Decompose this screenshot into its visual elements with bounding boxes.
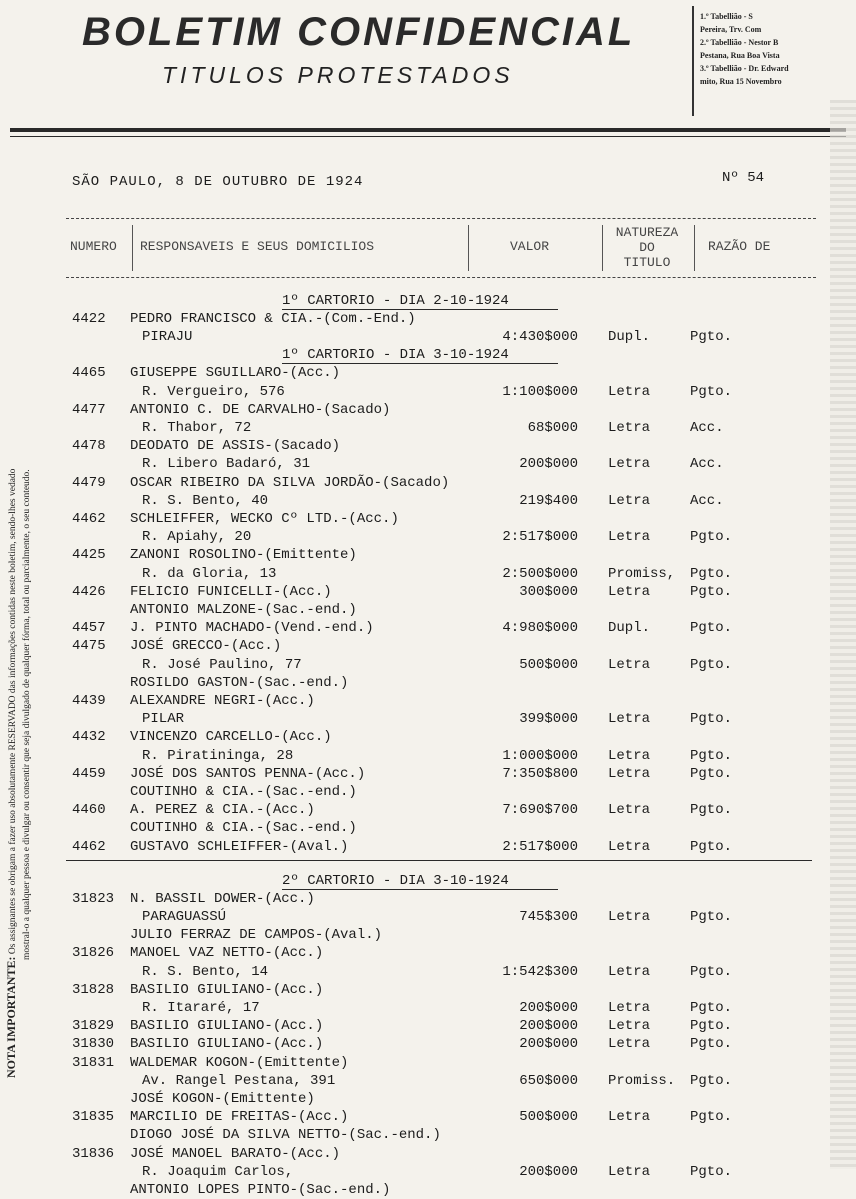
responsible-name: DIOGO JOSÉ DA SILVA NETTO-(Sac.-end.) [130,1127,441,1144]
responsible-name: WALDEMAR KOGON-(Emittente) [130,1054,349,1071]
entry-number: 31830 [72,1036,115,1053]
responsible-name: A. PEREZ & CIA.-(Acc.) [130,802,315,819]
responsible-address: R. Thabor, 72 [142,420,252,436]
protest-reason: Pgto. [690,1036,733,1053]
dateline: SÃO PAULO, 8 DE OUTUBRO DE 1924 [72,174,364,190]
entry-number: 4425 [72,547,106,564]
responsible-address: PILAR [142,711,185,728]
title-nature: Letra [608,1018,651,1035]
entry-number: 4478 [72,438,106,455]
protest-reason: Pgto. [690,565,733,582]
title-value: 300$000 [519,583,578,600]
entry-number: 4479 [72,474,106,491]
protest-reason: Pgto. [690,1072,733,1089]
title-value: 4:430$000 [502,329,578,346]
title-nature: Letra [608,383,651,400]
title-nature: Letra [608,1036,651,1053]
entry-number: 31828 [72,981,115,998]
responsible-address: Av. Rangel Pestana, 391 [142,1072,336,1089]
title-nature: Letra [608,1109,651,1126]
title-value: 745$300 [519,909,578,925]
section-heading: 2º CARTORIO - DIA 3-10-1924 [282,872,509,889]
title-nature: Letra [608,747,651,764]
protest-reason: Pgto. [690,529,733,546]
table-header [66,218,816,278]
responsible-address: R. José Paulino, 77 [142,656,302,673]
masthead-rule [10,128,846,132]
entry-number: 31823 [72,890,115,907]
title-value: 2:517$000 [502,838,578,855]
section-heading-underline [282,889,558,890]
entry-number: 4432 [72,729,106,746]
responsible-name: MANOEL VAZ NETTO-(Acc.) [130,945,324,962]
title-nature: Letra [608,838,651,855]
entry-number: 4475 [72,638,106,655]
protest-reason: Pgto. [690,620,733,637]
protest-reason: Pgto. [690,383,733,400]
protest-reason: Pgto. [690,1163,733,1180]
protest-reason: Acc. [690,492,724,509]
title-nature: Dupl. [608,329,651,346]
responsible-address: R. Itararé, 17 [142,1000,260,1016]
title-value: 200$000 [519,1163,578,1180]
title-value: 1:000$000 [502,747,578,764]
title-value: 200$000 [519,1000,578,1016]
side-notice-line-1 [4,218,20,1078]
title-nature: Letra [608,1163,651,1180]
title-nature: Letra [608,909,651,925]
entry-number: 4460 [72,802,106,819]
title-value: 7:350$800 [502,765,578,782]
section-heading: 1º CARTORIO - DIA 2-10-1924 [282,293,509,309]
title-nature: Letra [608,456,651,473]
protest-reason: Acc. [690,420,724,436]
entry-number: 4462 [72,838,106,855]
responsible-name: JOSÉ DOS SANTOS PENNA-(Acc.) [130,765,366,782]
title-nature: Letra [608,420,651,436]
title-value: 4:980$000 [502,620,578,637]
responsible-name: FELICIO FUNICELLI-(Acc.) [130,583,332,600]
header-natureza [602,225,692,270]
responsible-address: R. S. Bento, 40 [142,492,269,509]
responsible-name: N. BASSIL DOWER-(Acc.) [130,890,315,907]
title-nature: Promiss, [608,565,676,582]
responsible-name: ANTONIO MALZONE-(Sac.-end.) [130,602,357,618]
header-valor: VALOR [510,239,550,254]
notary-line: Pereira, Trv. Com [700,25,762,34]
title-value: 68$000 [527,420,578,436]
header-numero: NUMERO [70,239,117,254]
title-nature: Letra [608,492,651,509]
title-value: 200$000 [519,1018,578,1035]
responsible-address: R. Vergueiro, 576 [142,383,285,400]
protest-reason: Acc. [690,456,724,473]
responsible-name: GUSTAVO SCHLEIFFER-(Aval.) [130,838,349,855]
title-value: 1:542$300 [502,963,578,980]
entry-number: 4422 [72,311,106,327]
responsible-name: JOSÉ GRECCO-(Acc.) [130,638,282,655]
entry-number: 31829 [72,1018,115,1035]
title-value: 200$000 [519,1036,578,1053]
responsible-name: ROSILDO GASTON-(Sac.-end.) [130,674,349,691]
entry-number: 4477 [72,401,106,418]
title-nature: Dupl. [608,620,651,637]
side-notice-line-2: mostral-o a qualquer pessoa e divulgar ou consentir que seja divulgado de qualquer fórma, total ou parcialmente, o seu conteudo. [22,469,32,960]
title-value: 1:100$000 [502,383,578,400]
responsible-name: ZANONI ROSOLINO-(Emittente) [130,547,357,564]
entry-number: 4459 [72,765,106,782]
title-nature: Letra [608,1000,651,1016]
section-divider-rule [66,860,812,861]
responsible-name: SCHLEIFFER, WECKO Cº LTD.-(Acc.) [130,511,399,527]
notary-line: 1.º Tabellião - S [700,12,753,21]
header-natureza-line: NATUREZA [615,225,679,240]
side-notice [4,218,34,1078]
responsible-name: ANTONIO LOPES PINTO-(Sac.-end.) [130,1182,391,1198]
masthead-subtitle: TITULOS PROTESTADOS [162,62,514,88]
entry-number: 31835 [72,1109,115,1126]
issue-number: Nº 54 [722,170,765,186]
title-value: 2:500$000 [502,565,578,582]
responsible-address: R. da Gloria, 13 [142,565,277,582]
side-notice-label: NOTA IMPORTANTE: [4,956,18,1078]
protest-reason: Pgto. [690,838,733,855]
protest-reason: Pgto. [690,656,733,673]
responsible-address: PIRAJU [142,329,193,346]
title-value: 500$000 [519,1109,578,1126]
title-value: 7:690$700 [502,802,578,819]
protest-reason: Pgto. [690,1018,733,1035]
title-value: 200$000 [519,456,578,473]
responsible-address: R. S. Bento, 14 [142,963,269,980]
scan-edge [830,100,856,1169]
side-notice-text: Os assignantes se obrigam a fazer uso absolutamente RESERVADO das informações contidas neste boletim, sendo-lhes vedado [8,468,18,955]
masthead-title: BOLETIM CONFIDENCIAL [82,10,636,54]
notary-line: Pestana, Rua Boa Vista [700,51,780,60]
responsible-name: JOSÉ KOGON-(Emittente) [130,1091,315,1107]
header-divider [694,225,695,271]
header-razao: RAZÃO DE [708,239,771,254]
title-nature: Letra [608,802,651,819]
protest-reason: Pgto. [690,747,733,764]
responsible-address: R. Joaquim Carlos, [142,1163,294,1180]
protest-reason: Pgto. [690,329,733,346]
responsible-name: ALEXANDRE NEGRI-(Acc.) [130,693,315,709]
notary-box [692,6,842,116]
entry-number: 31826 [72,945,115,962]
protest-reason: Pgto. [690,583,733,600]
responsible-name: COUTINHO & CIA.-(Sac.-end.) [130,784,357,800]
responsible-address: R. Libero Badaró, 31 [142,456,311,473]
header-responsaveis: RESPONSAVEIS E SEUS DOMICILIOS [140,239,375,254]
title-nature: Letra [608,711,651,728]
protest-reason: Pgto. [690,765,733,782]
responsible-name: COUTINHO & CIA.-(Sac.-end.) [130,820,357,837]
title-value: 650$000 [519,1072,578,1089]
entry-number: 4462 [72,511,106,527]
responsible-name: MARCILIO DE FREITAS-(Acc.) [130,1109,349,1126]
title-value: 399$000 [519,711,578,728]
responsible-name: BASILIO GIULIANO-(Acc.) [130,1018,324,1035]
entry-number: 4457 [72,620,106,637]
header-divider [468,225,469,271]
masthead-rule-thin [10,136,846,137]
header-divider [132,225,133,271]
entry-number: 4465 [72,365,106,382]
responsible-name: OSCAR RIBEIRO DA SILVA JORDÃO-(Sacado) [130,474,450,491]
title-nature: Letra [608,656,651,673]
notary-line: 3.º Tabellião - Dr. Edward [700,64,789,73]
entry-number: 4426 [72,583,106,600]
entry-number: 31836 [72,1145,115,1162]
title-nature: Letra [608,529,651,546]
title-nature: Promiss. [608,1072,676,1089]
responsible-name: JOSÉ MANOEL BARATO-(Acc.) [130,1145,341,1162]
responsible-address: PARAGUASSÚ [142,909,227,925]
responsible-name: J. PINTO MACHADO-(Vend.-end.) [130,620,374,637]
title-value: 219$400 [519,492,578,509]
responsible-name: PEDRO FRANCISCO & CIA.-(Com.-End.) [130,311,416,327]
notary-line: 2.º Tabellião - Nestor B [700,38,779,47]
entry-number: 4439 [72,693,106,709]
responsible-name: ANTONIO C. DE CARVALHO-(Sacado) [130,401,391,418]
responsible-name: BASILIO GIULIANO-(Acc.) [130,981,324,998]
section-heading: 1º CARTORIO - DIA 3-10-1924 [282,347,509,364]
protest-reason: Pgto. [690,909,733,925]
responsible-name: JULIO FERRAZ DE CAMPOS-(Aval.) [130,927,383,944]
entry-number: 31831 [72,1054,115,1071]
responsible-name: BASILIO GIULIANO-(Acc.) [130,1036,324,1053]
responsible-name: GIUSEPPE SGUILLARO-(Acc.) [130,365,341,382]
title-nature: Letra [608,583,651,600]
title-value: 500$000 [519,656,578,673]
responsible-address: R. Apiahy, 20 [142,529,252,546]
header-natureza-line: DO [639,240,655,255]
responsible-address: R. Piratininga, 28 [142,747,294,764]
protest-reason: Pgto. [690,802,733,819]
protest-reason: Pgto. [690,963,733,980]
notary-line: mito, Rua 15 Novembro [700,77,782,86]
responsible-name: VINCENZO CARCELLO-(Acc.) [130,729,332,746]
title-nature: Letra [608,765,651,782]
protest-reason: Pgto. [690,1000,733,1016]
header-natureza-line: TITULO [623,255,671,270]
title-value: 2:517$000 [502,529,578,546]
responsible-name: DEODATO DE ASSIS-(Sacado) [130,438,341,455]
protest-reason: Pgto. [690,711,733,728]
title-nature: Letra [608,963,651,980]
protest-reason: Pgto. [690,1109,733,1126]
